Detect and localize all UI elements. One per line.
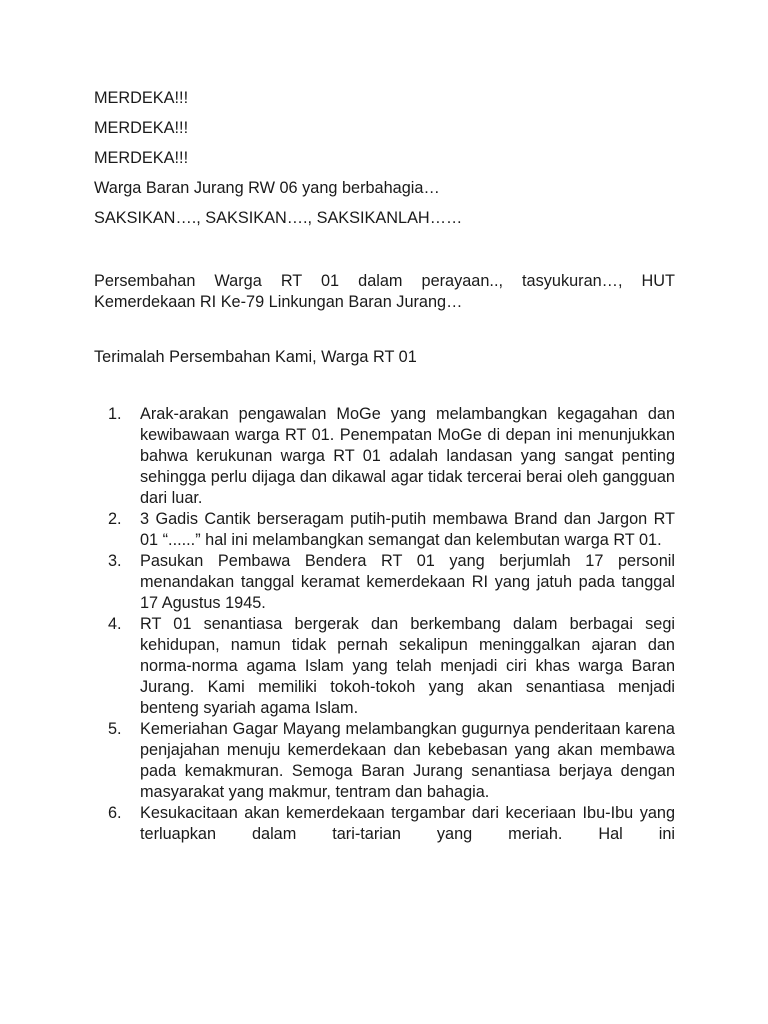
list-item-number: 4. [108, 615, 122, 633]
witness-line: SAKSIKAN…., SAKSIKAN…., SAKSIKANLAH…… [94, 209, 463, 227]
list-item-text: RT 01 senantiasa bergerak dan berkembang dalam berbagai segi kehidupan, namun tidak pernah sekalipun meninggalkan ajaran dan norma-norma agama Islam yang telah menjadi ciri khas warga Baran Jurang. Kami memiliki tokoh-tokoh yang akan senantiasa menjadi benteng syariah agama Islam. [140, 615, 675, 717]
list-item-text: Kesukacitaan akan kemerdekaan tergambar dari keceriaan Ibu-Ibu yang terluapkan dalam tari-tarian yang meriah. Hal ini [140, 804, 675, 843]
list-item-text: Pasukan Pembawa Bendera RT 01 yang berjumlah 17 personil menandakan tanggal keramat kemerdekaan RI yang jatuh pada tanggal 17 Agustus 1945. [140, 552, 675, 612]
spacer [94, 313, 675, 347]
intro-paragraph: Persembahan Warga RT 01 dalam perayaan.., tasyukuran…, HUT Kemerdekaan RI Ke-79 Linkungan Baran Jurang… [94, 272, 675, 311]
salutation-line: MERDEKA!!! [94, 149, 189, 167]
list-item [94, 404, 675, 509]
spacer [94, 368, 675, 404]
list-item [94, 509, 675, 551]
salutation-line: MERDEKA!!! [94, 119, 189, 137]
list-item-text: Arak-arakan pengawalan MoGe yang melambangkan kegagahan dan kewibawaan warga RT 01. Penempatan MoGe di depan ini menunjukkan bahwa kerukunan warga RT 01 adalah landasan yang sangat penting sehingga perlu dijaga dan dikawal agar tidak tercerai berai oleh gangguan dari luar. [140, 405, 675, 507]
list-item [94, 551, 675, 614]
presentation-list [94, 404, 675, 845]
list-item-number: 6. [108, 804, 122, 822]
spacer [94, 238, 675, 271]
document-page [94, 88, 675, 845]
list-item-text: 3 Gadis Cantik berseragam putih-putih membawa Brand dan Jargon RT 01 “......” hal ini melambangkan semangat dan kelembutan warga RT 01. [140, 510, 675, 549]
list-item [94, 614, 675, 719]
list-item [94, 803, 675, 845]
salutation-line: MERDEKA!!! [94, 89, 189, 107]
list-item-number: 1. [108, 405, 122, 423]
offering-heading: Terimalah Persembahan Kami, Warga RT 01 [94, 348, 417, 366]
list-item-number: 3. [108, 552, 122, 570]
list-item-text: Kemeriahan Gagar Mayang melambangkan gugurnya penderitaan karena penjajahan menuju kemerdekaan dan kebebasan yang akan membawa pada kemakmuran. Semoga Baran Jurang senantiasa berjaya dengan masyarakat yang makmur, tentram dan bahagia. [140, 720, 675, 801]
greeting-line: Warga Baran Jurang RW 06 yang berbahagia… [94, 179, 440, 197]
list-item-number: 2. [108, 510, 122, 528]
list-item [94, 719, 675, 803]
list-item-number: 5. [108, 720, 122, 738]
